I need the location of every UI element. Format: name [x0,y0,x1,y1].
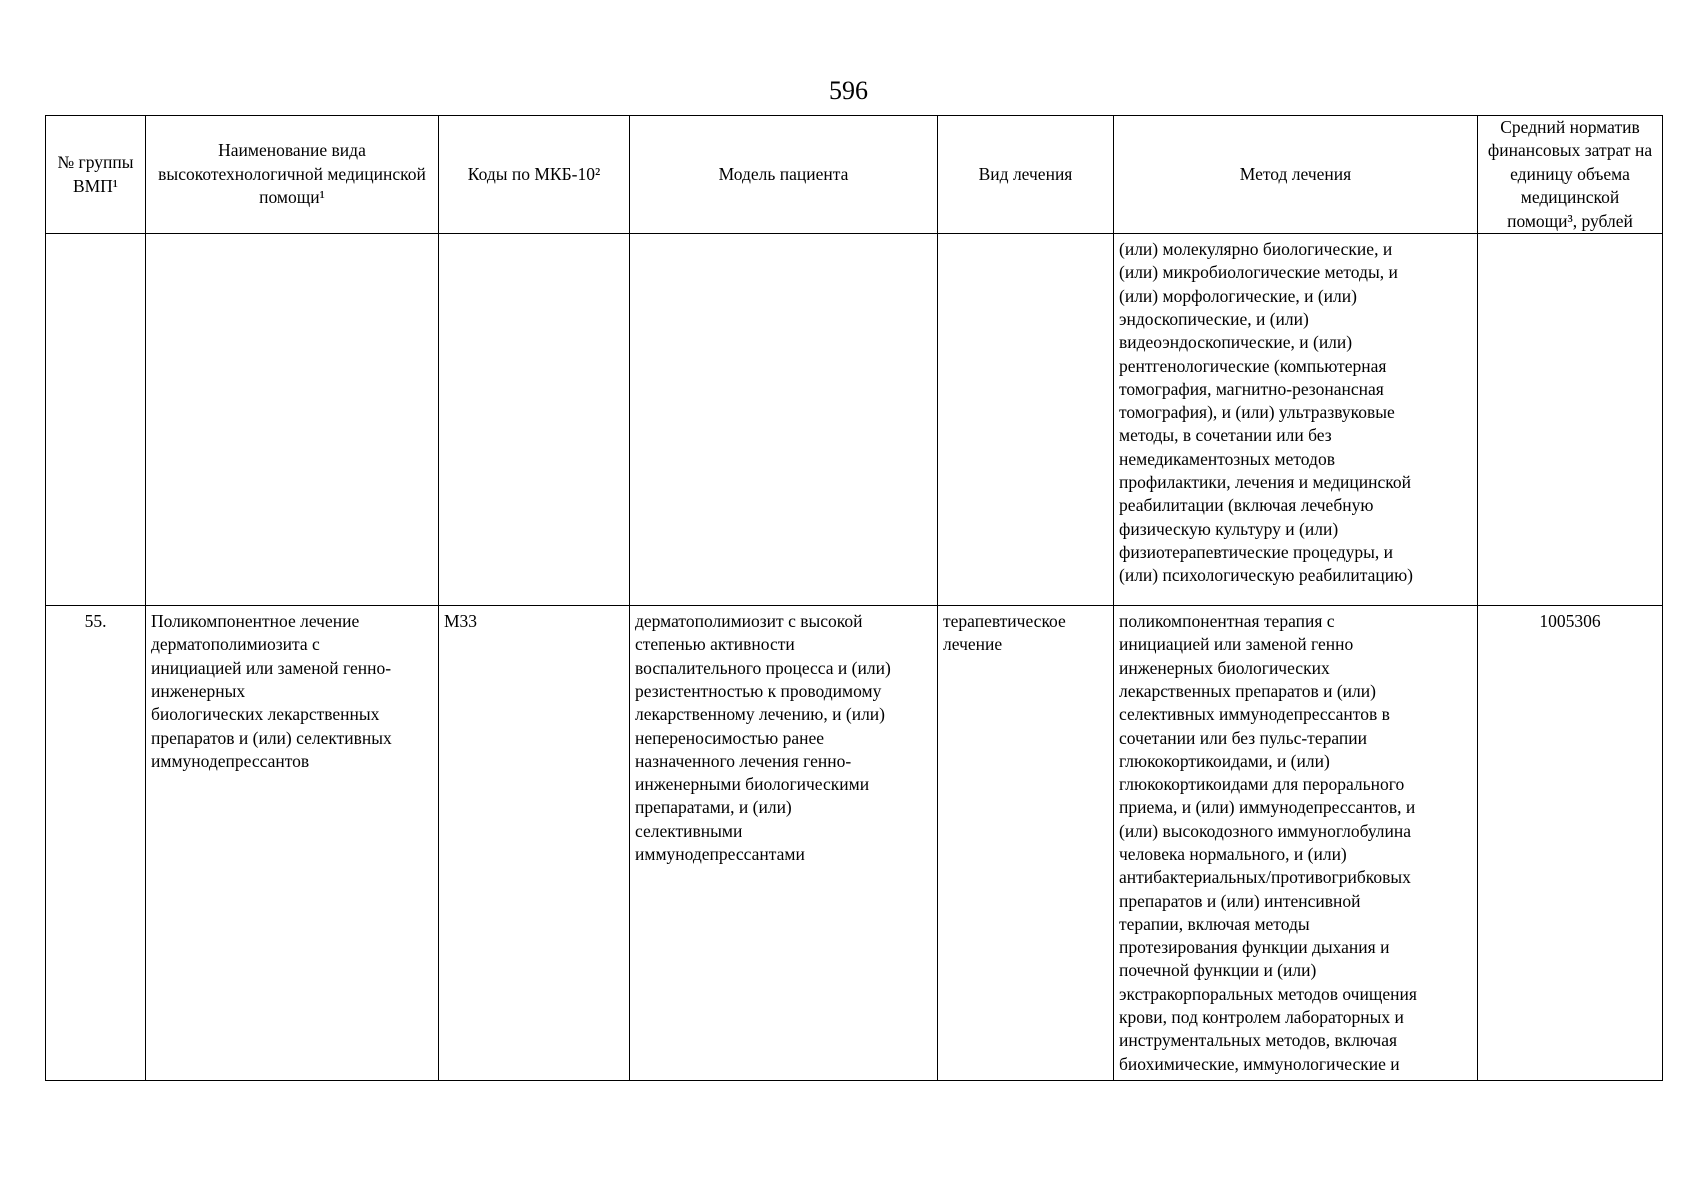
table-row [46,606,1663,1081]
cell-cost: 1005306 [1478,606,1663,1081]
table-row [46,234,1663,606]
page-number: 596 [829,76,868,105]
header-cost: Средний норматив финансовых затрат на единицу объема медицинской помощи³, рублей [1478,116,1663,234]
vmp-table [45,115,1663,1081]
cell-model: дерматополимиозит с высокой степенью активности воспалительного процесса и (или) резистентностью к проводимому лекарственному лечению, и (или) непереносимостью ранее назначенного лечения генно- инженерными биологическими препаратами, и (или) селективными иммунодепрессантами [630,606,938,1081]
cell-group: 55. [46,606,146,1081]
header-method: Метод лечения [1114,116,1478,234]
header-model: Модель пациента [630,116,938,234]
header-codes: Коды по МКБ-10² [439,116,630,234]
header-row [46,116,1663,234]
cell-model [630,234,938,606]
cell-type [938,234,1114,606]
cell-method: поликомпонентная терапия с инициацией или заменой генно инженерных биологических лекарственных препаратов и (или) селективных иммунодепрессантов в сочетании или без пульс-терапии глюкокортикоидами, и (или) глюкокортикоидами для перорального приема, и (или) иммунодепрессантов, и (или) высокодозного иммуноглобулина человека нормального, и (или) антибактериальных/противогрибковых препаратов и (или) интенсивной терапии, включая методы протезирования функции дыхания и почечной функции и (или) экстракорпоральных методов очищения крови, под контролем лабораторных и инструментальных методов, включая биохимические, иммунологические и [1114,606,1478,1081]
header-type: Вид лечения [938,116,1114,234]
header-name: Наименование вида высокотехнологичной медицинской помощи¹ [146,116,439,234]
cell-type: терапевтическое лечение [938,606,1114,1081]
cell-codes [439,234,630,606]
cell-name: Поликомпонентное лечение дерматополимиозита с инициацией или заменой генно- инженерных биологических лекарственных препаратов и (или) селективных иммунодепрессантов [146,606,439,1081]
cell-codes: M33 [439,606,630,1081]
cell-name [146,234,439,606]
cell-method: (или) молекулярно биологические, и (или) микробиологические методы, и (или) морфологические, и (или) эндоскопические, и (или) видеоэндоскопические, и (или) рентгенологические (компьютерная томография, магнитно-резонансная томография), и (или) ультразвуковые методы, в сочетании или без немедикаментозных методов профилактики, лечения и медицинской реабилитации (включая лечебную физическую культуру и (или) физиотерапевтические процедуры, и (или) психологическую реабилитацию) [1114,234,1478,606]
cell-cost [1478,234,1663,606]
header-group: № группы ВМП¹ [46,116,146,234]
cell-group [46,234,146,606]
